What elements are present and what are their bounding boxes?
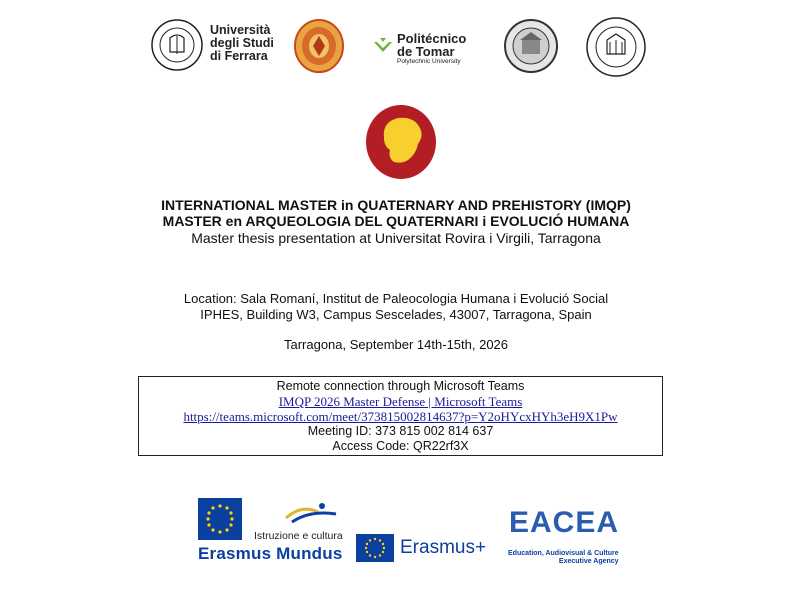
- ferrara-seal-logo: [150, 18, 204, 72]
- erasmus-mundus-tagline: Istruzione e cultura: [254, 530, 343, 542]
- tomar-name-line2: de Tomar: [397, 44, 455, 59]
- ferrara-name: [210, 24, 274, 63]
- location-line1: Location: Sala Romaní, Institut de Paleocologia Humana i Evolució Social: [183, 291, 609, 306]
- ferrara-name-line3: di Ferrara: [210, 49, 268, 63]
- ferrara-name-line2: degli Studi: [210, 36, 274, 50]
- erasmus-mundus-swirl-icon: [284, 500, 338, 524]
- ferrara-name-line1: Università: [210, 23, 271, 37]
- erasmus-mundus-name: Erasmus Mundus: [198, 544, 343, 563]
- teams-meeting-link[interactable]: IMQP 2026 Master Defense | Microsoft Teams: [278, 394, 523, 409]
- eacea-subtitle-line2: Executive Agency: [558, 558, 619, 565]
- eacea-subtitle-line1: Education, Audiovisual & Culture: [508, 550, 619, 557]
- access-code: Access Code: QR22rf3X: [332, 439, 469, 453]
- program-title-catalan: MASTER en ARQUEOLOGIA DEL QUATERNARI i EVOLUCIÓ HUMANA: [162, 213, 630, 229]
- tomar-subtitle: Polytechnic University: [397, 58, 461, 65]
- event-date: Tarragona, September 14th-15th, 2026: [283, 337, 509, 352]
- imqp-emblem-logo: [364, 104, 438, 180]
- eacea-name: EACEA: [509, 506, 620, 539]
- teams-meeting-url[interactable]: https://teams.microsoft.com/meet/373815002814637?p=Y2oHYcxHYh3eH9X1Pw: [183, 409, 618, 424]
- presentation-subtitle: Master thesis presentation at Universitat Rovira i Virgili, Tarragona: [191, 230, 601, 246]
- up-seal-logo: [585, 16, 647, 78]
- remote-connection-box: [138, 376, 663, 456]
- tomar-name: [397, 32, 466, 66]
- erasmus-plus-flag-icon: [356, 534, 394, 562]
- location-line2: IPHES, Building W3, Campus Sescelades, 43007, Tarragona, Spain: [200, 307, 592, 322]
- eacea-subtitle: [508, 550, 619, 566]
- tomar-leaf-icon: [372, 36, 394, 58]
- eu-flag-icon: [198, 498, 242, 540]
- meeting-id: Meeting ID: 373 815 002 814 637: [307, 424, 494, 438]
- erasmus-plus-name: Erasmus+: [400, 537, 487, 558]
- remote-heading: Remote connection through Microsoft Teams: [276, 379, 525, 393]
- grey-seal-logo: [503, 18, 559, 74]
- tomar-name-line1: Politécnico: [397, 31, 467, 46]
- program-title-english: INTERNATIONAL MASTER in QUATERNARY AND PREHISTORY (IMQP): [161, 197, 631, 213]
- orange-seal-logo: [293, 18, 345, 74]
